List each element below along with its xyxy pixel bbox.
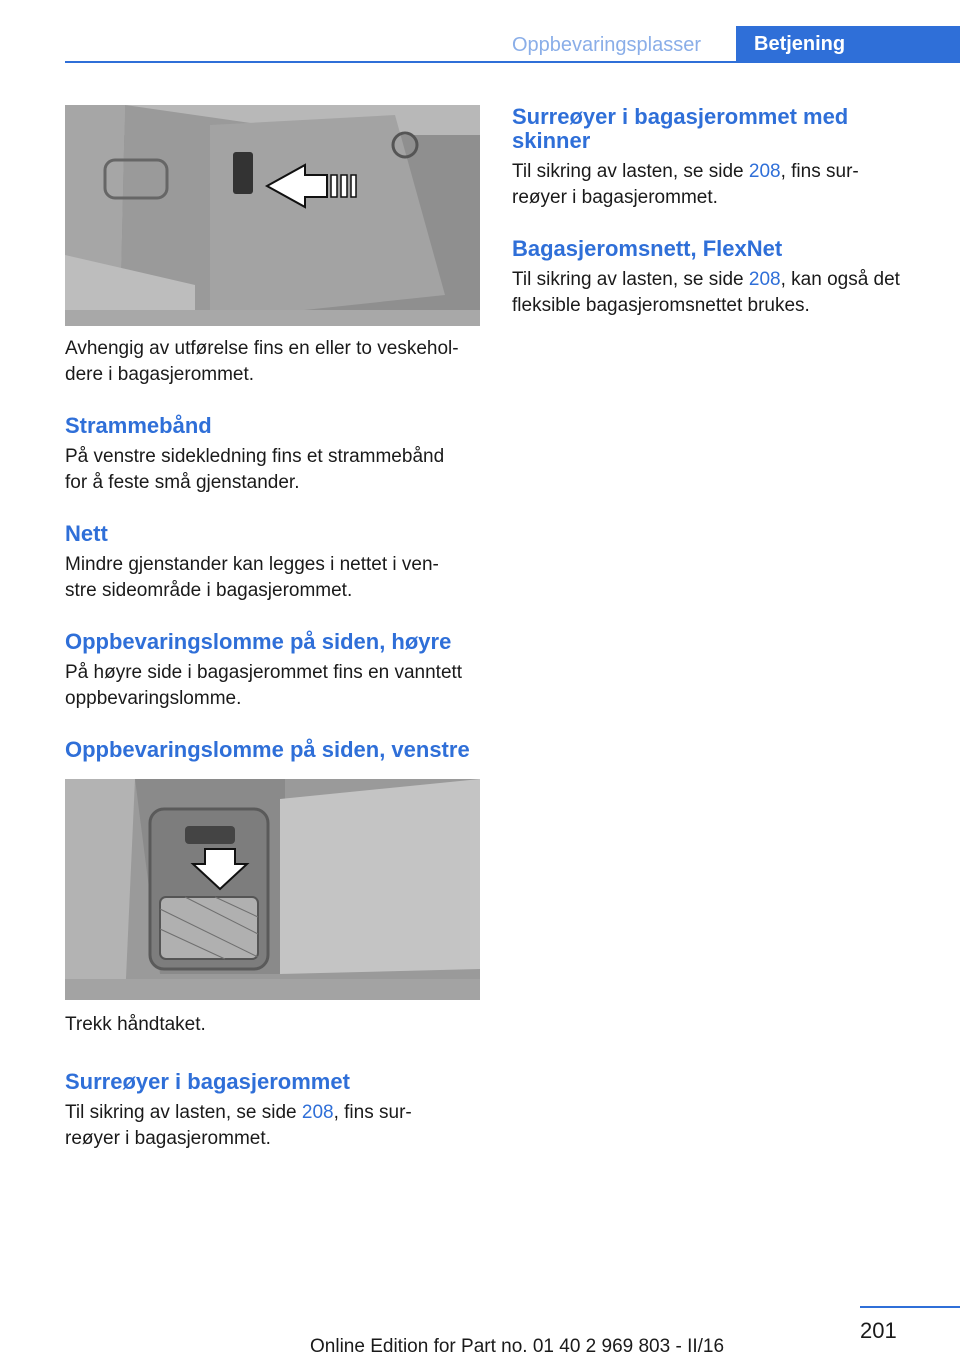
footer-rule <box>860 1306 960 1308</box>
lashing-text <box>65 1100 480 1152</box>
pocket-right-heading: Oppbevaringslomme på siden, høyre <box>65 629 452 654</box>
lashing-text-line2: reøyer i bagasjerommet. <box>65 1128 271 1149</box>
strap-text-line1: På venstre sidekledning fins et strammebånd <box>65 446 445 467</box>
header-rule <box>65 61 960 63</box>
lashing-text-post: , fins sur- <box>333 1102 412 1123</box>
net-text-line2: stre sideområde i bagasjerommet. <box>65 580 353 601</box>
left-column <box>65 105 480 1152</box>
right-column <box>512 105 927 319</box>
strap-text-line2: for å feste små gjenstander. <box>65 472 300 493</box>
page-link-208[interactable]: 208 <box>301 1102 334 1123</box>
flexnet-heading: Bagasjeromsnett, FlexNet <box>512 236 783 261</box>
page-link-208[interactable]: 208 <box>748 161 781 182</box>
pocket-right-text-line1: På høyre side i bagasjerommet fins en vanntett <box>65 662 463 683</box>
net-text <box>65 552 480 604</box>
flexnet-text-line2: fleksible bagasjeromsnettet brukes. <box>512 295 810 316</box>
page-number: 201 <box>860 1318 897 1343</box>
lashing-text-pre: Til sikring av lasten, se side <box>65 1102 302 1123</box>
rail-text-pre: Til sikring av lasten, se side <box>512 161 749 182</box>
pull-handle-text: Trekk håndtaket. <box>65 1014 206 1035</box>
pocket-right-text <box>65 660 480 712</box>
chapter-tab: Betjening <box>736 26 960 63</box>
net-text-line1: Mindre gjenstander kan legges i nettet i ven- <box>65 554 439 575</box>
rail-lashing-heading-line2: skinner <box>512 128 591 153</box>
lashing-heading: Surreøyer i bagasjerommet <box>65 1069 350 1094</box>
rail-text-line2: reøyer i bagasjerommet. <box>512 187 718 208</box>
strap-heading: Strammebånd <box>65 413 212 438</box>
rail-lashing-heading <box>512 105 927 153</box>
section-title: Oppbevaringsplasser <box>512 34 701 56</box>
flexnet-text <box>512 267 927 319</box>
bag-holder-text-line2: dere i bagasjerommet. <box>65 364 255 385</box>
bag-holder-text-line1: Avhengig av utførelse fins en eller to veskehol- <box>65 338 459 359</box>
page-link-208[interactable]: 208 <box>748 269 781 290</box>
strap-text <box>65 444 480 496</box>
edition-text: Online Edition for Part no. 01 40 2 969 803 - II/16 <box>310 1336 725 1357</box>
bag-holder-illustration <box>65 105 480 326</box>
pocket-right-text-line2: oppbevaringslomme. <box>65 688 242 709</box>
pocket-left-heading: Oppbevaringslomme på siden, venstre <box>65 737 470 762</box>
flexnet-text-post: , kan også det <box>780 269 900 290</box>
rail-lashing-heading-line1: Surreøyer i bagasjerommet med <box>512 104 849 129</box>
pocket-left-illustration <box>65 779 480 1000</box>
flexnet-text-pre: Til sikring av lasten, se side <box>512 269 749 290</box>
rail-lashing-text <box>512 159 927 211</box>
bag-holder-text <box>65 336 480 388</box>
rail-text-post: , fins sur- <box>780 161 859 182</box>
net-heading: Nett <box>65 521 108 546</box>
